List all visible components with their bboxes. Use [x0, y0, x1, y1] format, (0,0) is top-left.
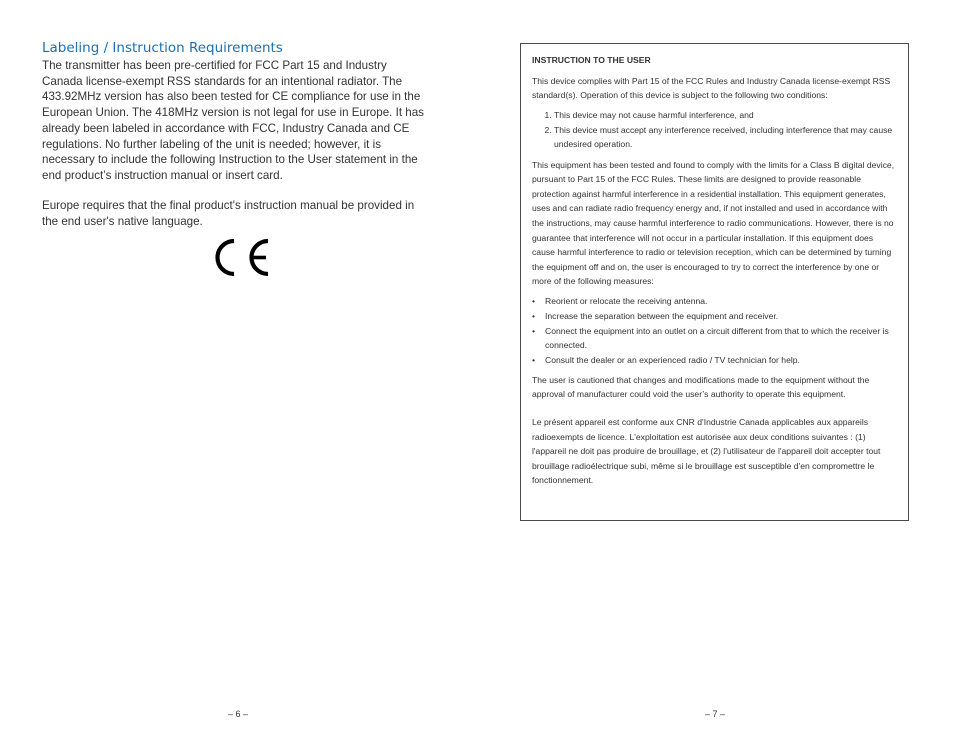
- measure-item: [532, 294, 898, 309]
- right-page: [477, 0, 954, 738]
- measure-item: [532, 309, 898, 324]
- measure-item: [532, 353, 898, 368]
- page-number: – 7 –: [704, 709, 726, 719]
- bullet: •: [532, 311, 536, 321]
- conditions-list: [532, 108, 898, 152]
- bullet: •: [532, 354, 536, 365]
- measure-text: Reorient or relocate the receiving antenna.: [545, 296, 708, 307]
- condition-item: 2. This device must accept any interference received, including interference that may cause undesired operation.: [554, 123, 898, 152]
- measure-item: [532, 324, 898, 353]
- bullet: •: [532, 296, 536, 307]
- caution-text: The user is cautioned that changes and modifications made to the equipment without the approval of manufacturer could void the user’s authority to operate this equipment.: [532, 374, 870, 400]
- bullet: •: [532, 325, 536, 336]
- instruction-to-user-box: [520, 43, 909, 521]
- europe-paragraph: Europe requires that the final product's instruction manual be provided in the end user's native language.: [42, 199, 415, 228]
- section-heading: Labeling / Instruction Requirements: [42, 40, 283, 56]
- measure-text: Connect the equipment into an outlet on a circuit different from that to which the receiver is connected.: [545, 325, 889, 351]
- measures-list: [532, 294, 898, 367]
- measure-text: Increase the separation between the equipment and receiver.: [545, 311, 779, 321]
- box-title: INSTRUCTION TO THE USER: [532, 55, 651, 65]
- french-compliance-text: Le présent appareil est conforme aux CNR d'Industrie Canada applicables aux appareils radioexempts de licence. L'exploitation est autorisée aux deux conditions suivantes : (1) l'appareil ne doit pas produire de brouillage, et (2) l'utilisateur de l'appareil doit accepter tout brouillage radioélectrique subi, même si le brouillage est susceptible d'en compromettre le fonctionnement.: [532, 417, 881, 486]
- fcc-intro-text: This device complies with Part 15 of the FCC Rules and Industry Canada license-exempt RSS standard(s). Operation of this device is subject to the following two conditions:: [532, 75, 891, 101]
- measure-text: Consult the dealer or an experienced radio / TV technician for help.: [545, 354, 800, 365]
- page-number: – 6 –: [227, 709, 249, 719]
- condition-item: 1. This device may not cause harmful interference, and: [554, 108, 898, 123]
- class-b-text: This equipment has been tested and found to comply with the limits for a Class B digital device, pursuant to Part 15 of the FCC Rules. These limits are designed to provide reasonable protection against harmful interference in a residential installation. This equipment generates, uses and can radiate radio frequency energy and, if not installed and used in accordance with the instructions, may cause harmful interference to radio communications. However, there is no guarantee that interference will not occur in a particular installation. If this equipment does cause harmful interference to radio or television reception, which can be determined by turning the equipment off and on, the user is encouraged to try to correct the interference by one or more of the following measures:: [532, 159, 895, 287]
- labeling-paragraph: The transmitter has been pre-certified for FCC Part 15 and Industry Canada license-exempt RSS standards for an intentional radiator. The 433.92MHz version has also been tested for CE compliance for use in the European Union. The 418MHz version is not legal for use in Europe. It has already been labeled in accordance with FCC, Industry Canada and CE regulations. No further labeling of the unit is needed; however, it is necessary to include the following Instruction to the User statement in the end product’s instruction manual or insert card.: [42, 59, 424, 182]
- ce-mark-c: [218, 241, 235, 274]
- ce-mark-logo: [207, 235, 271, 280]
